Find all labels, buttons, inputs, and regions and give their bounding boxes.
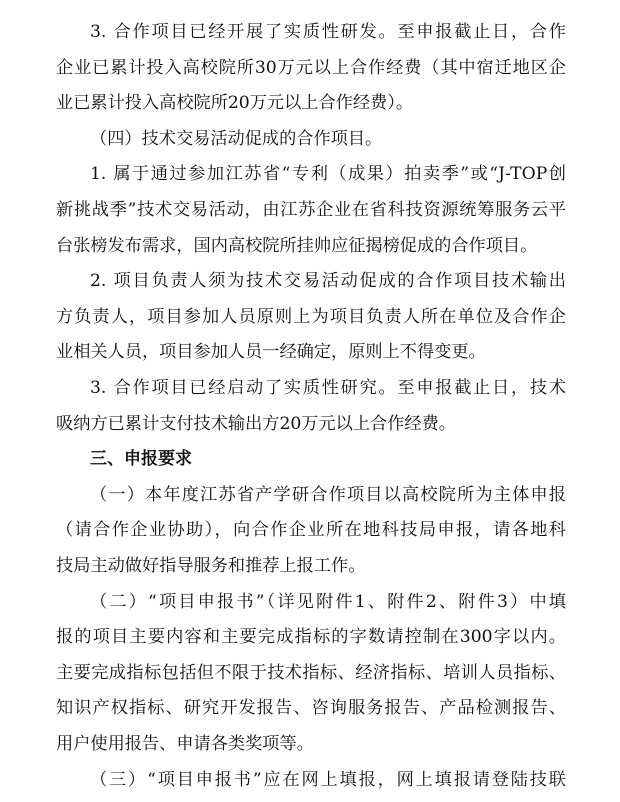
text-line: 3. 合作项目已经开展了实质性研发。至申报截止日，合作 (90, 22, 566, 42)
text-line: 1. 属于通过参加江苏省“专利（成果）拍卖季”或“J-TOP创 (90, 164, 566, 185)
text-line: 企业已累计投入高校院所30万元以上合作经费（其中宿迁地区企 (56, 57, 566, 78)
text-line: 业相关人员，项目参加人员一经确定，原则上不得变更。 (56, 342, 486, 363)
text-line: 技局主动做好指导服务和推荐上报工作。 (56, 556, 366, 576)
section-heading: 三、申报要求 (90, 449, 192, 470)
text-line: （二）“项目申报书”（详见附件1、附件2、附件3）中填 (90, 591, 566, 612)
text-line: 知识产权指标、研究开发报告、咨询服务报告、产品检测报告、 (56, 698, 566, 719)
text-line: 新挑战季”技术交易活动，由江苏企业在省科技资源统筹服务云平 (56, 200, 566, 220)
text-line: （一）本年度江苏省产学研合作项目以高校院所为主体申报 (90, 484, 566, 505)
text-line: 主要完成指标包括但不限于技术指标、经济指标、培训人员指标、 (56, 662, 566, 683)
text-line: （请合作企业协助），向合作企业所在地科技局申报，请各地科 (56, 520, 566, 541)
text-line: 2. 项目负责人须为技术交易活动促成的合作项目技术输出 (90, 271, 566, 292)
text-line: 方负责人，项目参加人员原则上为项目负责人所在单位及合作企 (56, 306, 566, 327)
text-line: 报的项目主要内容和主要完成指标的字数请控制在300字以内。 (56, 627, 566, 648)
text-line: 台张榜发布需求，国内高校院所挂帅应征揭榜促成的合作项目。 (56, 235, 538, 256)
section-subheading: （四）技术交易活动促成的合作项目。 (90, 128, 383, 149)
text-line: 吸纳方已累计支付技术输出方20万元以上合作经费。 (56, 413, 456, 434)
text-line: （三）“项目申报书”应在网上填报，网上填报请登陆技联 (90, 769, 566, 790)
text-line: 业已累计投入高校院所20万元以上合作经费）。 (56, 93, 414, 114)
text-line: 用户使用报告、申请各类奖项等。 (56, 734, 314, 754)
text-line: 3. 合作项目已经启动了实质性研究。至申报截止日，技术 (90, 378, 566, 398)
